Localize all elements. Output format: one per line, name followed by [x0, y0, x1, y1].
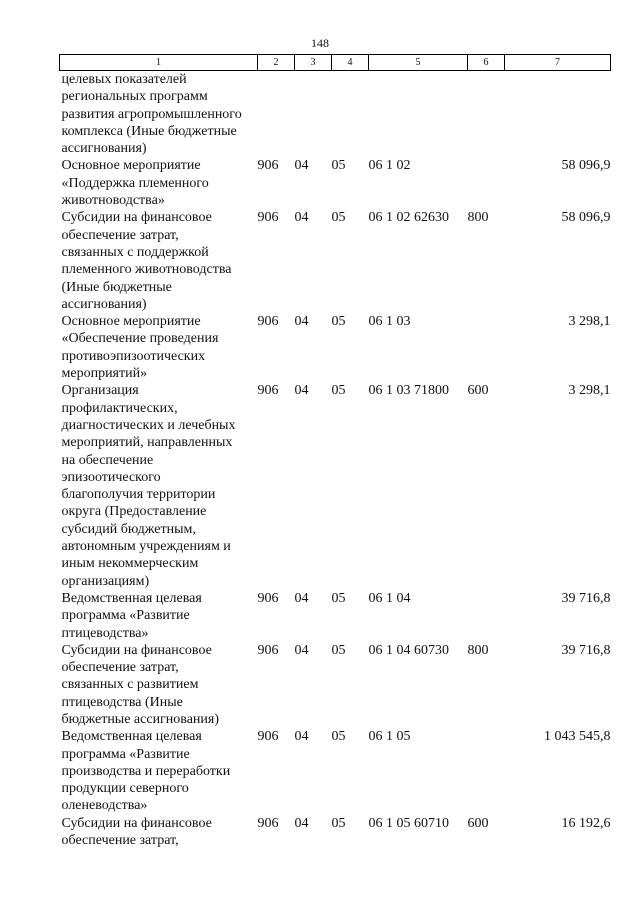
expense-type-code: 800	[467, 210, 489, 226]
row-name-line: эпизоотического	[61, 469, 161, 485]
table-row	[60, 815, 611, 850]
table-row	[60, 642, 611, 728]
target-article-code	[369, 71, 468, 158]
row-name-line: программа «Развитие	[61, 746, 190, 762]
row-name	[60, 642, 258, 728]
expense-type-code	[468, 313, 505, 382]
ministry-code: 906	[257, 590, 279, 606]
table-row	[60, 590, 611, 642]
section-code: 04	[294, 314, 309, 330]
table-row	[60, 71, 611, 158]
target-article-code: 06 1 05	[368, 729, 411, 745]
target-article-code: 06 1 04 60730	[368, 642, 449, 658]
row-name-line: программа «Развитие	[61, 608, 190, 624]
subsection-code: 05	[331, 642, 346, 658]
expense-type-code	[468, 157, 505, 209]
expense-type-code	[468, 728, 505, 814]
row-name-line: племенного животноводства	[61, 262, 232, 278]
row-name-line: организациям)	[61, 573, 150, 589]
row-name	[60, 728, 258, 814]
row-name-line: оленеводства»	[61, 798, 148, 814]
target-article-code: 06 1 03	[368, 314, 411, 330]
section-code: 04	[294, 158, 309, 174]
amount: 16 192,6	[561, 815, 611, 831]
table-body	[60, 71, 611, 850]
column-header: 5	[369, 55, 468, 71]
row-name-line: ассигнования)	[61, 296, 147, 312]
amount: 58 096,9	[561, 210, 611, 226]
ministry-code: 906	[257, 314, 279, 330]
row-name-line: комплекса (Иные бюджетные	[61, 123, 237, 139]
row-name-line: Субсидии на финансовое	[61, 815, 212, 831]
row-name-line: птицеводства (Иные	[61, 694, 183, 710]
row-name-line: автономным учреждениям и	[61, 539, 231, 555]
subsection-code: 05	[331, 729, 346, 745]
row-name	[60, 209, 258, 313]
ministry-code	[258, 71, 295, 158]
budget-table	[59, 54, 611, 849]
subsection-code	[332, 71, 369, 158]
row-name-line: субсидий бюджетным,	[61, 521, 196, 537]
row-name-line: животноводства»	[61, 193, 165, 209]
row-name-line: обеспечение затрат,	[61, 227, 179, 243]
row-name-line: Основное мероприятие	[61, 314, 201, 330]
amount	[505, 71, 611, 158]
row-name-line: Основное мероприятие	[61, 158, 201, 174]
table-row	[60, 382, 611, 590]
row-name-line: «Поддержка племенного	[61, 175, 209, 191]
amount: 3 298,1	[568, 314, 611, 330]
amount: 1 043 545,8	[544, 729, 611, 745]
column-header: 7	[505, 55, 611, 71]
row-name-line: иным некоммерческим	[61, 556, 199, 572]
subsection-code: 05	[331, 590, 346, 606]
section-code: 04	[294, 815, 309, 831]
row-name	[60, 313, 258, 382]
row-name-line: Организация	[61, 383, 139, 399]
column-header: 4	[332, 55, 369, 71]
expense-type-code	[468, 590, 505, 642]
subsection-code: 05	[331, 158, 346, 174]
ministry-code: 906	[257, 815, 279, 831]
subsection-code: 05	[331, 314, 346, 330]
row-name-line: региональных программ	[61, 89, 208, 105]
amount: 39 716,8	[561, 590, 611, 606]
ministry-code: 906	[257, 210, 279, 226]
row-name-line: обеспечение затрат,	[61, 833, 179, 849]
ministry-code: 906	[257, 642, 279, 658]
target-article-code: 06 1 05 60710	[368, 815, 449, 831]
target-article-code: 06 1 04	[368, 590, 411, 606]
section-code: 04	[294, 590, 309, 606]
row-name-line: Ведомственная целевая	[61, 729, 202, 745]
row-name-line: развития агропромышленного	[61, 106, 242, 122]
column-header: 2	[258, 55, 295, 71]
section-code: 04	[294, 642, 309, 658]
row-name-line: профилактических,	[61, 400, 178, 416]
row-name-line: «Обеспечение проведения	[61, 331, 219, 347]
row-name	[60, 590, 258, 642]
ministry-code: 906	[257, 158, 279, 174]
page-number: 148	[311, 36, 329, 50]
ministry-code: 906	[257, 383, 279, 399]
row-name-line: птицеводства»	[61, 625, 149, 641]
column-header: 3	[295, 55, 332, 71]
subsection-code: 05	[331, 815, 346, 831]
subsection-code: 05	[331, 383, 346, 399]
table-row	[60, 157, 611, 209]
row-name-line: округа (Предоставление	[61, 504, 207, 520]
section-code: 04	[294, 210, 309, 226]
row-name	[60, 71, 258, 158]
row-name-line: диагностических и лечебных	[61, 417, 236, 433]
expense-type-code: 600	[467, 383, 489, 399]
row-name	[60, 815, 258, 850]
ministry-code: 906	[257, 729, 279, 745]
row-name-line: мероприятий, направленных	[61, 435, 233, 451]
row-name-line: (Иные бюджетные	[61, 279, 172, 295]
row-name-line: обеспечение затрат,	[61, 660, 179, 676]
section-code	[295, 71, 332, 158]
target-article-code: 06 1 02	[368, 158, 411, 174]
row-name-line: связанных с развитием	[61, 677, 199, 693]
row-name-line: целевых показателей	[61, 72, 187, 87]
row-name-line: Субсидии на финансовое	[61, 210, 212, 226]
table-row	[60, 209, 611, 313]
row-name-line: производства и переработки	[61, 763, 231, 779]
section-code: 04	[294, 729, 309, 745]
amount: 3 298,1	[568, 383, 611, 399]
row-name-line: связанных с поддержкой	[61, 244, 209, 260]
table-row	[60, 313, 611, 382]
row-name-line: на обеспечение	[61, 452, 154, 468]
section-code: 04	[294, 383, 309, 399]
row-name	[60, 157, 258, 209]
row-name-line: Ведомственная целевая	[61, 590, 202, 606]
table-row	[60, 728, 611, 814]
expense-type-code	[468, 71, 505, 158]
row-name-line: благополучия территории	[61, 487, 216, 503]
subsection-code: 05	[331, 210, 346, 226]
row-name-line: мероприятий»	[61, 366, 148, 382]
column-header: 6	[468, 55, 505, 71]
column-header: 1	[60, 55, 258, 71]
row-name	[60, 382, 258, 590]
row-name-line: противоэпизоотических	[61, 348, 206, 364]
target-article-code: 06 1 03 71800	[368, 383, 449, 399]
expense-type-code: 800	[467, 642, 489, 658]
row-name-line: ассигнования)	[61, 141, 147, 157]
row-name-line: Субсидии на финансовое	[61, 642, 212, 658]
expense-type-code: 600	[467, 815, 489, 831]
row-name-line: продукции северного	[61, 781, 189, 797]
amount: 58 096,9	[561, 158, 611, 174]
column-number-row	[60, 55, 611, 71]
amount: 39 716,8	[561, 642, 611, 658]
target-article-code: 06 1 02 62630	[368, 210, 449, 226]
row-name-line: бюджетные ассигнования)	[61, 711, 220, 727]
